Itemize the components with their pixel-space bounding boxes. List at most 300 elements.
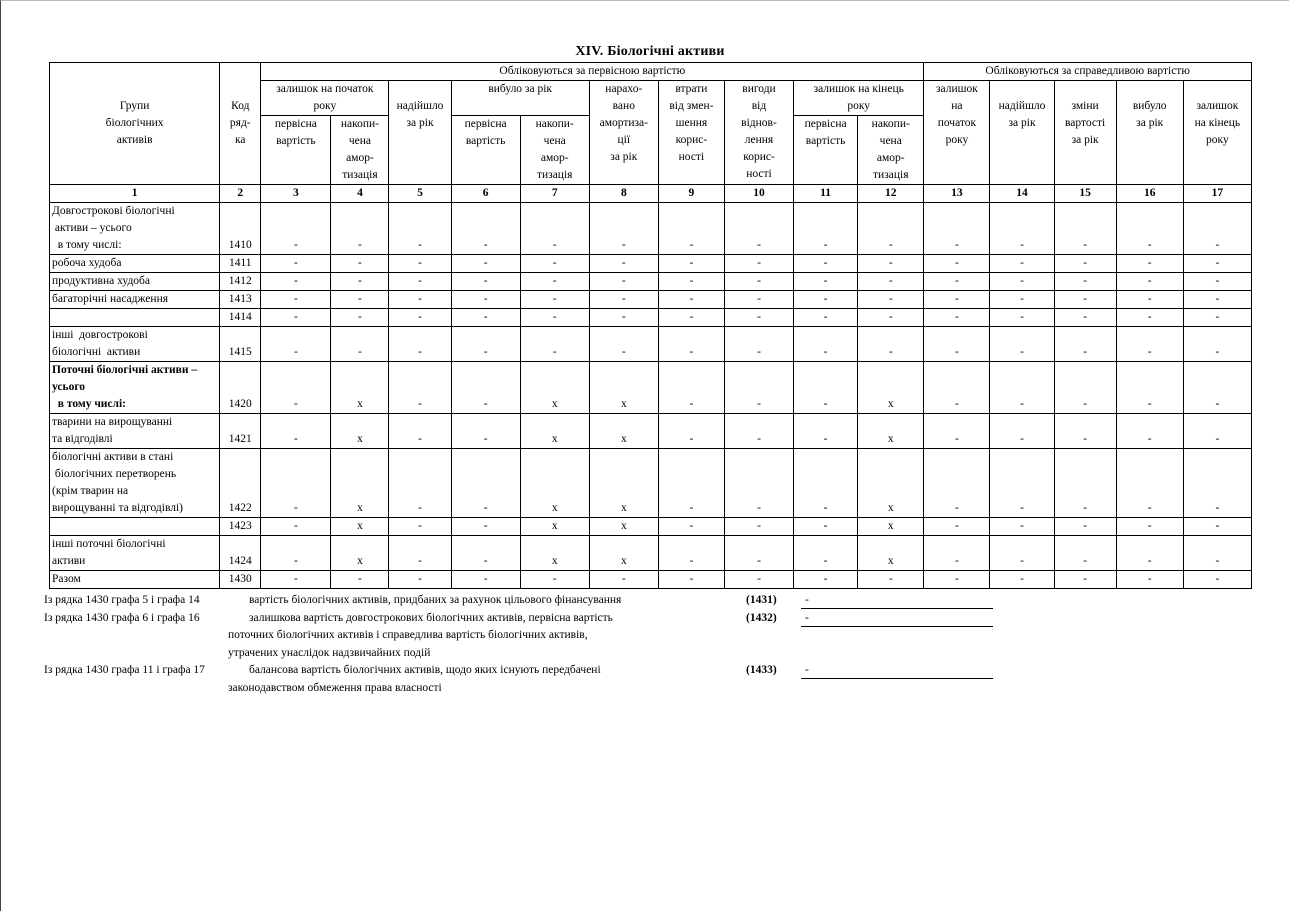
row-value: -	[990, 449, 1054, 518]
row-value: -	[924, 414, 990, 449]
footnote-item	[44, 610, 1044, 663]
header-code-l1: Код	[231, 100, 250, 112]
row-value: -	[589, 273, 658, 291]
row-value: х	[858, 362, 924, 414]
column-number: 16	[1116, 185, 1183, 203]
row-code: 1420	[220, 362, 261, 414]
footnote-text-continuation: законодавством обмеження права власності	[228, 681, 442, 694]
row-label-line: багаторічні насадження	[52, 293, 169, 305]
row-group-name	[50, 414, 220, 449]
row-group-name	[50, 571, 220, 589]
row-group-name	[50, 203, 220, 255]
table-row	[50, 309, 1252, 327]
row-value: -	[451, 203, 520, 255]
row-group-name	[50, 273, 220, 291]
row-label-line: біологічні активи	[52, 346, 141, 358]
row-value: -	[924, 536, 990, 571]
row-value: -	[924, 327, 990, 362]
row-value: -	[1116, 518, 1183, 536]
footnote-item	[44, 592, 1044, 610]
footnote-line	[44, 662, 1044, 680]
header-recovery-l4: лення	[744, 134, 774, 146]
header-balance-end	[794, 81, 924, 116]
row-value: -	[451, 255, 520, 273]
row-value: -	[858, 309, 924, 327]
row-value: -	[1054, 255, 1116, 273]
row-value: -	[794, 255, 858, 273]
row-label-line: в тому числі:	[52, 239, 122, 251]
row-group-name	[50, 449, 220, 518]
row-value: -	[389, 273, 451, 291]
footnote-code: (1433)	[746, 664, 777, 676]
footnote-reference: Із рядка 1430 графа 6 і графа 16	[44, 611, 200, 624]
row-value: -	[261, 291, 331, 309]
row-value: -	[451, 571, 520, 589]
header-orig-l1: первісна	[804, 118, 847, 130]
header-orig-l1: первісна	[464, 118, 507, 130]
header-impairment-recovery	[724, 81, 793, 185]
row-value: -	[451, 449, 520, 518]
row-value: -	[658, 449, 724, 518]
row-value: -	[794, 203, 858, 255]
row-value: -	[1183, 309, 1251, 327]
row-value: -	[990, 518, 1054, 536]
header-accrued-depreciation	[589, 81, 658, 185]
header-accum-l3: амор-	[876, 152, 905, 164]
row-value: х	[589, 536, 658, 571]
column-number: 8	[589, 185, 658, 203]
table-body	[50, 203, 1252, 589]
row-value: -	[389, 571, 451, 589]
row-value: -	[520, 291, 589, 309]
row-value: -	[451, 327, 520, 362]
row-group-name	[50, 518, 220, 536]
row-label-line: біологічні активи в стані	[52, 451, 174, 463]
header-fv-start-l1: залишок	[936, 83, 978, 95]
row-code: 1412	[220, 273, 261, 291]
header-disposed-orig-cost	[451, 116, 520, 185]
row-value: -	[924, 273, 990, 291]
row-value: х	[589, 518, 658, 536]
header-accum-l2: чена	[348, 135, 372, 147]
table-row	[50, 255, 1252, 273]
row-value: х	[331, 518, 389, 536]
row-value: -	[1116, 571, 1183, 589]
row-value: -	[724, 203, 793, 255]
row-value: -	[389, 536, 451, 571]
row-value: -	[1183, 273, 1251, 291]
row-value: -	[261, 449, 331, 518]
row-group-name	[50, 291, 220, 309]
header-end-accum-depr	[858, 116, 924, 185]
row-value: -	[1054, 518, 1116, 536]
row-value: -	[1183, 327, 1251, 362]
header-groups-l3: активів	[116, 134, 153, 146]
header-accum-l1: накопи-	[535, 118, 574, 130]
table-row	[50, 414, 1252, 449]
row-value: -	[794, 327, 858, 362]
row-value: х	[520, 362, 589, 414]
row-value: х	[331, 536, 389, 571]
row-value: х	[520, 414, 589, 449]
header-accum-l1: накопи-	[340, 118, 380, 130]
header-recovery-l2: від	[751, 100, 767, 112]
row-value: -	[724, 571, 793, 589]
table-row	[50, 273, 1252, 291]
row-value: -	[389, 309, 451, 327]
row-value: -	[724, 273, 793, 291]
header-received-l1: надійшло	[396, 100, 444, 112]
header-orig-l2: вартість	[465, 135, 506, 147]
header-impair-l5: ності	[678, 151, 705, 163]
header-fv-received-l1: надійшло	[998, 100, 1046, 112]
row-code: 1415	[220, 327, 261, 362]
row-value: -	[990, 536, 1054, 571]
row-value: -	[451, 518, 520, 536]
row-value: -	[451, 309, 520, 327]
row-code: 1413	[220, 291, 261, 309]
column-number-row	[50, 185, 1252, 203]
table-row	[50, 571, 1252, 589]
row-value: -	[331, 273, 389, 291]
row-value: х	[520, 449, 589, 518]
header-accrued-l5: за рік	[610, 151, 638, 163]
row-value: -	[331, 327, 389, 362]
header-code-l2: ряд-	[229, 117, 251, 129]
header-groups-l1: Групи	[119, 100, 150, 112]
row-value: х	[331, 362, 389, 414]
row-value: -	[451, 291, 520, 309]
table-row	[50, 449, 1252, 518]
row-value: -	[990, 327, 1054, 362]
row-value: -	[990, 414, 1054, 449]
header-accrued-l2: вано	[612, 100, 635, 112]
row-value: -	[990, 291, 1054, 309]
row-value: -	[724, 518, 793, 536]
row-value: -	[261, 414, 331, 449]
row-value: -	[990, 309, 1054, 327]
footnote-text-continuation: утрачених унаслідок надзвичайних подій	[228, 646, 431, 659]
header-fv-start-l4: року	[945, 134, 969, 146]
table-row	[50, 291, 1252, 309]
row-value: -	[924, 255, 990, 273]
row-value: -	[658, 309, 724, 327]
row-label-line: Поточні біологічні активи –	[52, 364, 198, 376]
row-group-name	[50, 309, 220, 327]
column-number: 10	[724, 185, 793, 203]
column-number: 7	[520, 185, 589, 203]
row-value: -	[658, 362, 724, 414]
header-recovery-l3: віднов-	[741, 117, 777, 129]
row-label-line: та відгодівлі	[52, 433, 113, 445]
row-label-line: активи	[52, 555, 86, 567]
row-value: -	[794, 449, 858, 518]
row-value: -	[389, 255, 451, 273]
row-value: -	[724, 536, 793, 571]
row-value: -	[261, 273, 331, 291]
header-fv-end-l1: залишок	[1196, 100, 1239, 112]
column-number: 12	[858, 185, 924, 203]
row-value: -	[261, 571, 331, 589]
row-value: -	[1116, 203, 1183, 255]
row-label-line: в тому числі:	[52, 398, 127, 410]
row-value: х	[520, 518, 589, 536]
header-orig-l2: вартість	[805, 135, 846, 147]
row-value: -	[589, 255, 658, 273]
footnote-code: (1431)	[746, 594, 777, 606]
row-value: -	[794, 571, 858, 589]
row-value: -	[1183, 255, 1251, 273]
row-value: -	[1183, 414, 1251, 449]
header-impair-l4: корис-	[675, 134, 708, 146]
row-value: -	[389, 362, 451, 414]
header-accrued-l1: нарахо-	[605, 83, 643, 95]
row-value: -	[724, 255, 793, 273]
header-orig-l1: первісна	[274, 118, 317, 130]
row-value: -	[520, 571, 589, 589]
header-fv-changes-l1: зміни	[1071, 100, 1099, 112]
row-label-line	[52, 518, 218, 535]
row-value: -	[389, 291, 451, 309]
row-value: -	[924, 362, 990, 414]
row-value: -	[451, 362, 520, 414]
table-header	[50, 63, 1252, 203]
row-value: -	[520, 255, 589, 273]
row-value: -	[389, 203, 451, 255]
row-value: -	[261, 327, 331, 362]
header-fv-received-l2: за рік	[1008, 117, 1036, 129]
row-value: -	[1183, 291, 1251, 309]
row-group-name	[50, 362, 220, 414]
column-number: 9	[658, 185, 724, 203]
header-balance-end-l2: року	[847, 100, 871, 112]
header-balance-start	[261, 81, 389, 116]
biological-assets-table	[49, 62, 1252, 589]
column-number: 5	[389, 185, 451, 203]
row-value: -	[589, 571, 658, 589]
header-accrued-l4: ції	[617, 134, 631, 146]
header-accum-l4: тизація	[536, 169, 573, 181]
row-value: -	[794, 309, 858, 327]
row-value: -	[658, 203, 724, 255]
row-group-name	[50, 327, 220, 362]
table-row	[50, 327, 1252, 362]
row-value: -	[924, 203, 990, 255]
row-code: 1423	[220, 518, 261, 536]
footnote-text-continuation: поточних біологічних активів і справедлива вартість біологічних активів,	[228, 629, 588, 641]
row-value: -	[389, 414, 451, 449]
row-value: -	[924, 571, 990, 589]
row-value: -	[858, 273, 924, 291]
footnotes	[44, 592, 1044, 697]
row-label-line: інші довгострокові	[52, 329, 148, 341]
row-value: -	[520, 273, 589, 291]
row-value: -	[1183, 449, 1251, 518]
header-fv-start-l3: початок	[937, 117, 977, 129]
row-value: -	[589, 327, 658, 362]
row-value: -	[794, 273, 858, 291]
row-value: -	[724, 327, 793, 362]
row-label-line: активи – усього	[52, 222, 132, 234]
row-value: х	[858, 414, 924, 449]
row-value: -	[331, 309, 389, 327]
row-label-line: продуктивна худоба	[52, 275, 150, 287]
row-value: -	[1116, 255, 1183, 273]
header-start-accum-depr	[331, 116, 389, 185]
row-value: -	[331, 291, 389, 309]
header-accum-l3: амор-	[540, 152, 569, 164]
row-value: -	[794, 414, 858, 449]
footnote-item	[44, 662, 1044, 697]
row-value: -	[1054, 327, 1116, 362]
row-value: -	[924, 291, 990, 309]
row-value: -	[1183, 571, 1251, 589]
header-impair-l2: від змен-	[669, 100, 714, 112]
row-value: -	[658, 327, 724, 362]
row-value: -	[451, 414, 520, 449]
row-value: -	[924, 309, 990, 327]
column-number: 4	[331, 185, 389, 203]
header-accrued-l3: амортиза-	[599, 117, 648, 129]
row-value: -	[724, 291, 793, 309]
header-fv-disposed-l1: вибуло	[1132, 100, 1167, 112]
row-code: 1422	[220, 449, 261, 518]
row-value: -	[990, 255, 1054, 273]
row-label-line: робоча худоба	[52, 257, 122, 269]
page-title: XIV. Біологічні активи	[575, 44, 725, 59]
header-accum-l4: тизація	[873, 169, 909, 181]
row-value: -	[658, 536, 724, 571]
row-value: х	[589, 414, 658, 449]
header-fv-changes-l3: за рік	[1071, 134, 1099, 146]
footnote-reference: Із рядка 1430 графа 5 і графа 14	[44, 594, 200, 606]
row-value: -	[589, 291, 658, 309]
row-value: -	[724, 449, 793, 518]
header-fv-balance-start	[924, 81, 990, 185]
column-number: 2	[220, 185, 261, 203]
row-value: -	[520, 203, 589, 255]
header-fv-end-l2: на кінець	[1194, 117, 1241, 129]
header-orig-l2: вартість	[276, 135, 316, 147]
row-value: -	[658, 414, 724, 449]
row-value: -	[1054, 273, 1116, 291]
header-received-l2: за рік	[406, 117, 434, 129]
row-value: -	[261, 518, 331, 536]
row-value: -	[924, 518, 990, 536]
row-label-line: інші поточні біологічні	[52, 538, 166, 550]
header-accum-l4: тизація	[342, 169, 378, 181]
row-value: -	[924, 449, 990, 518]
footnote-value: -	[801, 592, 993, 609]
header-fv-received	[990, 81, 1054, 185]
row-value: -	[658, 291, 724, 309]
header-groups-l2: біологічних	[105, 117, 164, 129]
column-number: 13	[924, 185, 990, 203]
footnote-text: вартість біологічних активів, придбаних за рахунок цільового фінансування	[249, 594, 622, 606]
row-label-line	[52, 309, 218, 326]
header-impairment-losses	[658, 81, 724, 185]
row-value: -	[520, 327, 589, 362]
row-value: -	[724, 362, 793, 414]
header-groups	[50, 63, 220, 185]
header-recovery-l5: корис-	[743, 151, 775, 163]
row-group-name	[50, 536, 220, 571]
row-value: -	[261, 309, 331, 327]
header-code-l3: ка	[235, 134, 246, 146]
header-disposed: вибуло за рік	[451, 81, 589, 116]
header-fv-changes	[1054, 81, 1116, 185]
row-value: -	[1054, 362, 1116, 414]
header-accum-l1: накопи-	[871, 118, 910, 130]
row-value: х	[520, 536, 589, 571]
row-value: -	[858, 291, 924, 309]
row-value: -	[389, 518, 451, 536]
header-fv-disposed	[1116, 81, 1183, 185]
row-value: -	[724, 414, 793, 449]
row-label-line: Довгострокові біологічні	[52, 205, 175, 217]
row-value: -	[858, 203, 924, 255]
row-value: -	[520, 309, 589, 327]
row-value: -	[589, 203, 658, 255]
header-fv-end-l3: року	[1206, 134, 1229, 146]
row-value: -	[451, 536, 520, 571]
row-value: -	[990, 362, 1054, 414]
row-code: 1411	[220, 255, 261, 273]
row-value: х	[858, 518, 924, 536]
row-value: -	[1054, 571, 1116, 589]
row-value: -	[1183, 203, 1251, 255]
row-value: -	[794, 362, 858, 414]
header-end-orig-cost	[794, 116, 858, 185]
header-start-orig-cost	[261, 116, 331, 185]
row-label-line: (крім тварин на	[52, 485, 129, 497]
footnote-code: (1432)	[746, 611, 777, 624]
row-label-line: тварини на вирощуванні	[52, 416, 173, 428]
row-label-line: Разом	[52, 573, 81, 585]
row-value: -	[858, 327, 924, 362]
row-value: -	[331, 203, 389, 255]
header-impair-l1: втрати	[675, 83, 708, 95]
row-value: -	[990, 571, 1054, 589]
header-accum-l2: чена	[879, 135, 902, 147]
row-label-line: усього	[52, 381, 86, 393]
row-code: 1421	[220, 414, 261, 449]
table-row	[50, 518, 1252, 536]
row-value: -	[261, 536, 331, 571]
header-received	[389, 81, 451, 185]
row-value: -	[1116, 362, 1183, 414]
row-value: -	[389, 327, 451, 362]
table-row	[50, 203, 1252, 255]
header-recovery-l1: вигоди	[742, 83, 776, 95]
header-balance-end-l1: залишок на кінець	[813, 83, 904, 95]
row-value: -	[658, 518, 724, 536]
row-code: 1430	[220, 571, 261, 589]
footnote-value: -	[801, 662, 993, 679]
row-value: -	[389, 449, 451, 518]
column-number: 17	[1183, 185, 1251, 203]
row-value: -	[794, 291, 858, 309]
row-label-line: біологічних перетворень	[52, 468, 177, 480]
row-value: -	[1116, 449, 1183, 518]
column-number: 14	[990, 185, 1054, 203]
table-row	[50, 536, 1252, 571]
header-initial-cost: Обліковуються за первісною вартістю	[261, 63, 924, 81]
row-value: -	[794, 518, 858, 536]
row-value: -	[858, 255, 924, 273]
footnote-value: -	[801, 610, 993, 627]
row-value: -	[858, 571, 924, 589]
